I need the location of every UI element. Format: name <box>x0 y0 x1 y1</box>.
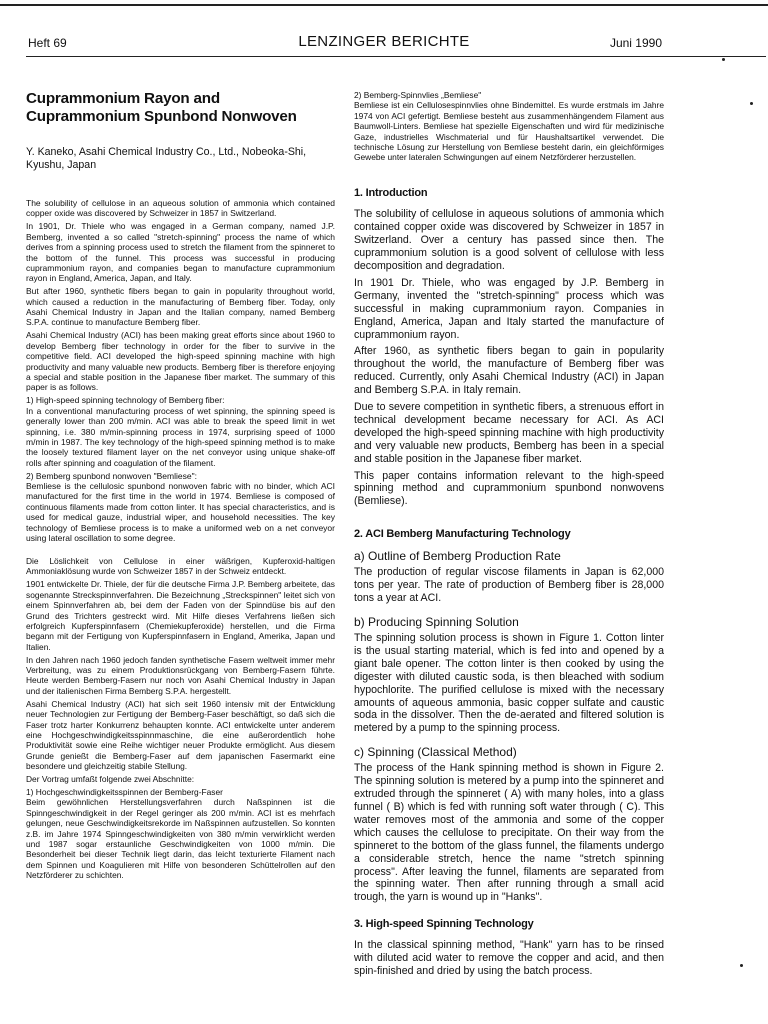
abstract-paragraph: In 1901, Dr. Thiele who was engaged in a German company, named J.P. Bemberg, invented a so called "stretch-spinning" process the name of which derives from a spinning process used to stretch the filament from the spinneret to the bottom of the funnel. This process was successful in producing cuprammonium rayon, and companies began to manufacture cuprammonium rayon in England, America, Japan, and Italy. <box>26 221 335 284</box>
abstract-de-paragraph: Der Vortrag umfaßt folgende zwei Abschnitte: <box>26 774 195 785</box>
left-column <box>26 90 335 883</box>
subsection-heading: a) Outline of Bemberg Production Rate <box>354 549 561 564</box>
section-high-speed <box>354 918 664 978</box>
abstract-de-item-heading: 2) Bemberg-Spinnvlies „Bemliese" <box>354 90 482 100</box>
abstract-paragraph: Asahi Chemical Industry (ACI) has been making great efforts since about 1960 to develop Bemberg fiber technology in order for the fiber to survive in the competitive field. ACI developed the high-speed spinning machine with high productivity and many valuable new products. Bemberg fiber is therefore enjoying a special and stable position in the Japanese fiber market. The summary of this paper is as follows. <box>26 330 335 393</box>
abstract-paragraph: In a conventional manufacturing process of wet spinning, the spinning speed is generally lower than 200 m/min. ACI was able to break the speed limit in wet spinning, i.e. 380 m/min-spinning process in 1974, surprising speed of 1000 m/min in 1987. The key technology of the high-speed spinning method is to make the loosely textured filament layer on the net conveyor using unique shake-off rolls after spinning and coagulation of the filament. <box>26 405 335 468</box>
subsection-heading: b) Producing Spinning Solution <box>354 615 519 629</box>
body-paragraph: Due to severe competition in synthetic fibers, a strenuous effort in technical development became necessary for ACI. As ACI developed the high-speed spinning machine with high productivity and very valuable new products, Bemberg has been in a special and stable position in the Japanese fiber market. <box>354 401 664 465</box>
scan-speck <box>750 102 753 105</box>
abstract-item-heading: 1) High-speed spinning technology of Bemberg fiber: <box>26 395 225 406</box>
article-authors: Y. Kaneko, Asahi Chemical Industry Co., Ltd., Nobeoka-Shi, Kyushu, Japan <box>26 146 307 171</box>
section-heading: 1. Introduction <box>354 187 428 200</box>
abstract-de-item-heading: 1) Hochgeschwindigkeitsspinnen der Bemberg-Faser <box>26 787 223 798</box>
issue-date: Juni 1990 <box>609 36 662 50</box>
body-paragraph: The production of regular viscose filaments in Japan is 62,000 tons per year. The rate of production of Bemberg fiber is 28,000 tons a year at ACI. <box>354 566 664 605</box>
abstract-german <box>26 556 335 881</box>
right-column <box>354 90 664 982</box>
body-paragraph: After 1960, as synthetic fibers began to gain in popularity throughout the world, the manufacture of Bemberg fiber was reduced. Currently, only Asahi Chemical Industry (ACI) in Japan and Bemberg S.P.A. in Italy remain. <box>354 345 664 397</box>
body-paragraph: In the classical spinning method, "Hank" yarn has to be rinsed with diluted acid water to remove the copper and acid, and then spin-finished and dried by using the batch process. <box>354 939 664 978</box>
section-heading: 3. High-speed Spinning Technology <box>354 918 534 931</box>
section-heading: 2. ACI Bemberg Manufacturing Technology <box>354 528 571 541</box>
scan-speck <box>740 964 743 967</box>
abstract-paragraph: But after 1960, synthetic fibers began to gain in popularity throughout world, which caused a reduction in the manufacturing of Bemberg fiber. Today, only Asahi Chemical Industry in Japan and the Italian company, named Bemberg S.P.A. continue to manufacture Bemberg fiber. <box>26 286 335 328</box>
body-paragraph: The solubility of cellulose in aqueous solutions of ammonia which contained copper oxide was discovered by Schweizer in 1857 in Switzerland. Over a century has passed since then. The cuprammonium solution is a good solvent of cellulose with less decomposition and degradation. <box>354 208 664 272</box>
abstract-item-heading: 2) Bemberg spunbond nonwoven "Bemliese": <box>26 470 197 481</box>
abstract-de-paragraph: Bemliese ist ein Cellulosespinnvlies ohne Bindemittel. Es wurde erstmals im Jahre 1974 von ACI gefertigt. Bemliese besteht aus zusammenhängendem Filament aus Baumwoll-Linters. Bemliese hat spezielle Eigenschaften und wird für medizinische Gaze, industrielles Wischmaterial und für Haushaltsartikel verwendet. Die technische Lösung zur Herstellung von Bemliese besteht darin, ein gleichförmiges Gewebe unter lateralen Schwingungen auf einem Netzförderer herzustellen. <box>354 100 664 163</box>
body-paragraph: This paper contains information relevant to the high-speed spinning method and cuprammonium spunbond nonwovens (Bemliese). <box>354 469 664 508</box>
abstract-de-paragraph: 1901 entwickelte Dr. Thiele, der für die deutsche Firma J.P. Bemberg arbeitete, das sogenannte Streckspinnverfahren. Die Bezeichnung „Streckspinnen" leitet sich von einem Spinnverfahren ab, bei dem der Faden von der Spinndüse bis auf den Grund des Trichters gestreckt wird. Mit Hilfe dieses Verfahrens ließen sich erfolgreich Kupferspinnfasern (Chemiekupferoxide) herstellen, und die Firma begann mit der Fertigung von Kupferspinnfasern in England, Amerika, Japan und Italien. <box>26 579 335 652</box>
journal-title: LENZINGER BERICHTE <box>298 33 470 50</box>
scan-speck <box>722 58 725 61</box>
issue-number: Heft 69 <box>28 36 67 50</box>
abstract-de-paragraph: Die Löslichkeit von Cellulose in einer wäßrigen, Kupferoxid-haltigen Ammoniaklösung wurde von Schweizer 1857 in der Schweiz entdeckt. <box>26 556 335 577</box>
section-manufacturing <box>354 528 664 904</box>
body-paragraph: The spinning solution process is shown in Figure 1. Cotton linter is the usual starting material, which is fed into and opened by a giant bale opener. The cotton linter is then cooked by using the digester with diluted caustic soda, is then bleached with sodium hypochlorite. The purified cellulose is mixed with the necessary amounts of aqueous ammonia, basic copper sulfate and caustic soda in the dissolver. Then the de-aerated and filtered solution is metered by a pump to the spinning process. <box>354 632 664 735</box>
abstract-german-continued <box>354 90 664 163</box>
abstract-paragraph: Bemliese is the cellulosic spunbond nonwoven fabric with no binder, which ACI manufactured for the first time in the world in 1974. Bemliese is composed of continuous filaments made from cotton linter. It has special characteristics, and is used for medical gauze, industrial wiper, and household necessities. The key technology of Bemliese process is to make a uniformed web on a net conveyor using lateral oscillation to some degree. <box>26 481 335 544</box>
article-title: Cuprammonium Rayon and Cuprammonium Spunbond Nonwoven <box>26 90 297 125</box>
body-paragraph: The process of the Hank spinning method is shown in Figure 2. The spinning solution is metered by a pump into the spinneret and extruded through the spinneret ( A) with many holes, into a glass funnel ( B) which is fed with running soft water through ( C). This water removes most of the ammonia and some of the copper which causes the cellulose to precipitate. On their way from the spinneret to the bottom of the glass funnel, the filaments undergo a considerable stretch, hence the name "stretch spinning process". After leaving the funnel, filaments are separated from the spinning water. Then after running through a small acid trough, the yarn is wound up in "Hanks". <box>354 762 664 904</box>
section-introduction <box>354 187 664 508</box>
top-rule <box>0 4 768 6</box>
abstract-english <box>26 198 335 544</box>
body-paragraph: In 1901 Dr. Thiele, who was engaged by J.P. Bemberg in Germany, invented the "stretch-spinning" process which was successful in making cuprammonium rayon. Companies in England, America, Japan and Italy started the manufacture of cuprammonium rayon. <box>354 276 664 341</box>
header-rule <box>26 56 766 57</box>
abstract-paragraph: The solubility of cellulose in an aqueous solution of ammonia which contained copper oxide was discovered by Schweizer in 1857 in Switzerland. <box>26 198 335 219</box>
abstract-de-paragraph: In den Jahren nach 1960 jedoch fanden synthetische Fasern weltweit immer mehr Verbreitung, was zu einem Produktionsrückgang von Bemberg-Fasern führte. Heute werden Bemberg-Fasern nur noch von Asahi Chemical Industry in Japan und der italienischen Firma Bemberg S.P.A. hergestellt. <box>26 654 335 696</box>
subsection-heading: c) Spinning (Classical Method) <box>354 745 517 760</box>
abstract-de-paragraph: Beim gewöhnlichen Herstellungsverfahren durch Naßspinnen ist die Spinngeschwindigkeit in der Regel geringer als 200 m/min. ACI ist es mehrfach gelungen, neue Geschwindigkeitsrekorde im Naßspinnen aufzustellen. So konnten z.B. im Jahre 1974 Spinngeschwindigkeiten von 380 m/min verwirklicht werden und 1987 sogar erstaunliche Geschwindigkeiten von 1000 m/min. Die Besonderheit bei dieser Technik liegt darin, das leicht texturierte Filament nach dem Spinnen und Koagulieren mit Hilfe von besonderen Schüttelrollen auf den Netzförderer zu schichten. <box>26 797 335 881</box>
abstract-de-paragraph: Asahi Chemical Industry (ACI) hat sich seit 1960 intensiv mit der Entwicklung neuer Technologien zur Fertigung der Bemberg-Faser beschäftigt, so daß sich die Faser trotz harter Konkurrenz behaupten konnte. ACI entwickelte unter anderem eine Hochgeschwindigkeitsspinnmaschine, die eine außerordentlich hohe Produktivität sowie eine Reihe wichtiger neuer Produkte ermöglicht. Aus diesem Grunde genießt die Bemberg-Faser auf dem japanischen Fasermarkt eine besondere und gleichzeitig stabile Stellung. <box>26 698 335 772</box>
